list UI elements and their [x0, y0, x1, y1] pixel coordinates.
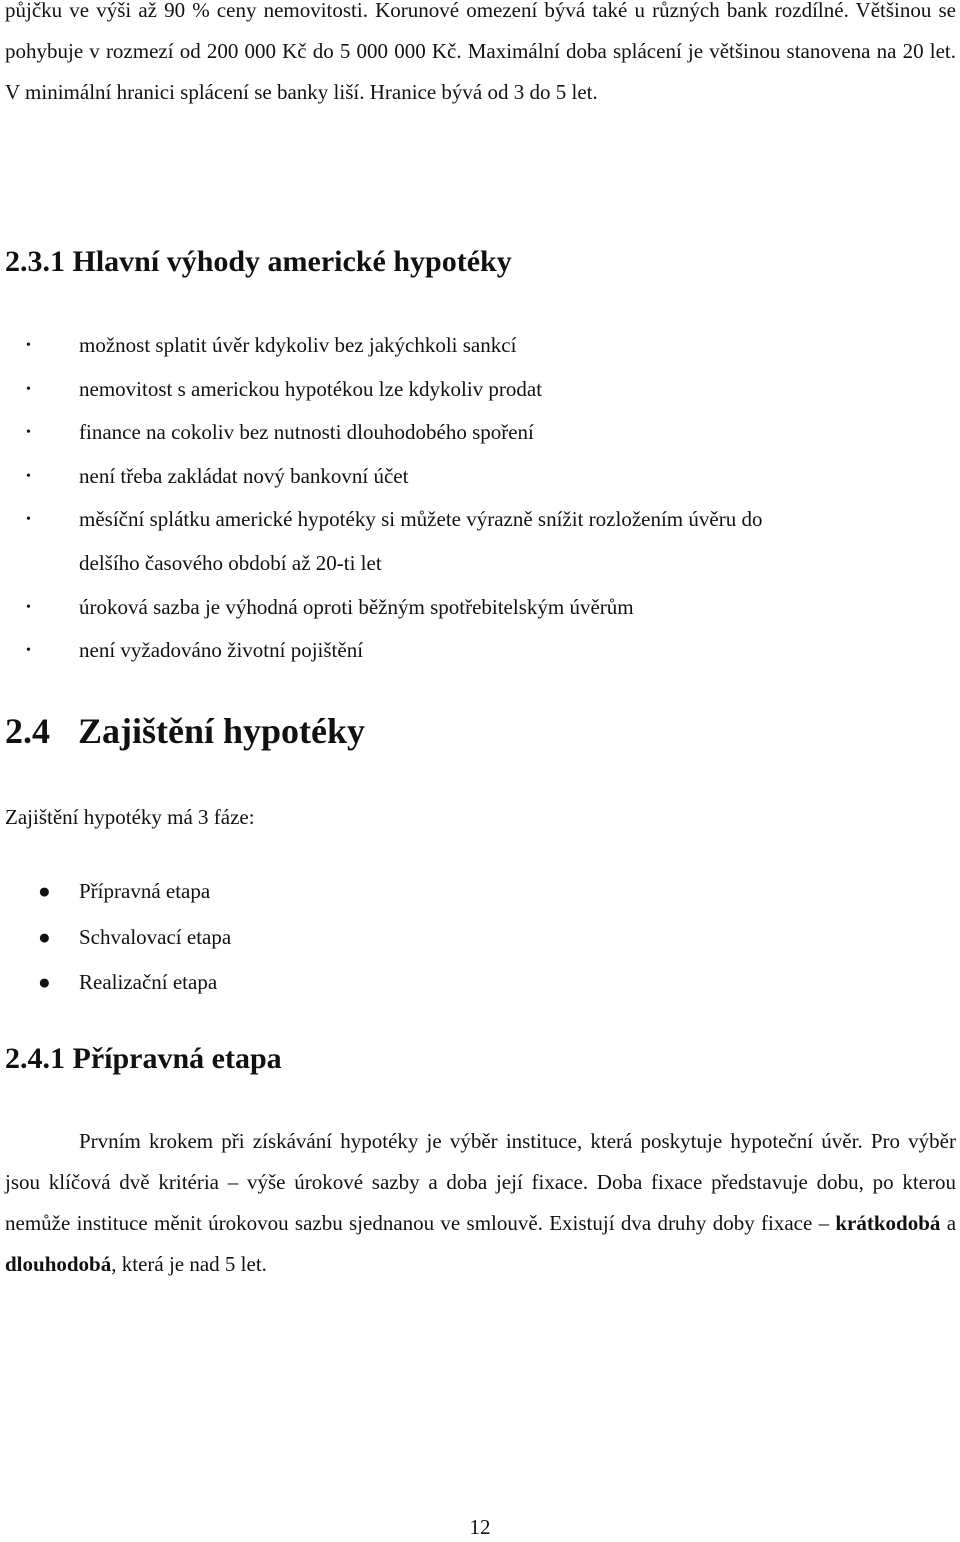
bullet-icon: •: [26, 512, 31, 528]
section-title: Zajištění hypotéky: [78, 711, 366, 751]
bullet-icon: •: [26, 599, 31, 615]
body-paragraph: Prvním krokem při získávání hypotéky je výběr instituce, která poskytuje hypoteční úvěr. Pro výběr jsou klíčová dvě kritéria – výše úrokové sazby a doba její fixace. Doba fixace představuje dobu, po kterou nemůže instituce měnit úrokovou sazbu sjednanou ve smlouvě. Existují dva druhy doby fixace – krátkodobá a dlouhodobá, která je nad 5 let.: [5, 1129, 957, 1276]
section-heading-2-4-1: 2.4.1 Přípravná etapa: [5, 1042, 282, 1075]
list-item: • možnost splatit úvěr kdykoliv bez jakýchkoli sankcí: [0, 324, 762, 368]
list-item: • měsíční splátku americké hypotéky si můžete výrazně snížit rozložením úvěru do: [0, 498, 762, 542]
bullet-icon: •: [26, 425, 31, 441]
list-item: ● Schvalovací etapa: [0, 915, 231, 961]
list-item: • není třeba zakládat nový bankovní účet: [0, 455, 762, 499]
bullet-icon: ●: [38, 924, 51, 949]
list-item: • není vyžadováno životní pojištění: [0, 629, 762, 673]
section-heading-2-3-1: 2.3.1 Hlavní výhody americké hypotéky: [5, 245, 512, 278]
bullet-icon: ●: [38, 879, 51, 903]
bold-term-short: krátkodobá: [835, 1211, 941, 1235]
bullet-icon: •: [26, 468, 31, 484]
intro-paragraph: půjčku ve výši až 90 % ceny nemovitosti. Korunové omezení bývá také u různých bank rozdílné. Většinou se pohybuje v rozmezí od 200 000 Kč do 5 000 000 Kč. Maximální doba splácení je většinou stanovena na 20 let. V minimální hranici splácení se banky liší. Hranice bývá od 3 do 5 let.: [5, 0, 956, 104]
section-intro: Zajištění hypotéky má 3 fáze:: [5, 805, 255, 829]
section-heading-2-4: [5, 710, 365, 752]
phases-list: [0, 869, 231, 1006]
list-item: ● Přípravná etapa: [0, 869, 231, 915]
list-item: • nemovitost s americkou hypotékou lze kdykoliv prodat: [0, 368, 762, 412]
bullet-icon: ●: [38, 970, 51, 994]
list-item: ● Realizační etapa: [0, 960, 231, 1006]
bullet-icon: •: [26, 381, 31, 397]
bold-term-long: dlouhodobá: [5, 1252, 112, 1276]
list-item-continuation: delšího časového období až 20-ti let: [79, 550, 382, 575]
list-item: • úroková sazba je výhodná oproti běžným spotřebitelským úvěrům: [0, 586, 762, 630]
page-number: 12: [469, 1515, 491, 1539]
advantages-list: [0, 324, 762, 673]
bullet-icon: •: [26, 338, 31, 353]
section-number: 2.4: [5, 711, 50, 751]
bullet-icon: •: [26, 643, 31, 659]
list-item: • finance na cokoliv bez nutnosti dlouhodobého spoření: [0, 411, 762, 455]
